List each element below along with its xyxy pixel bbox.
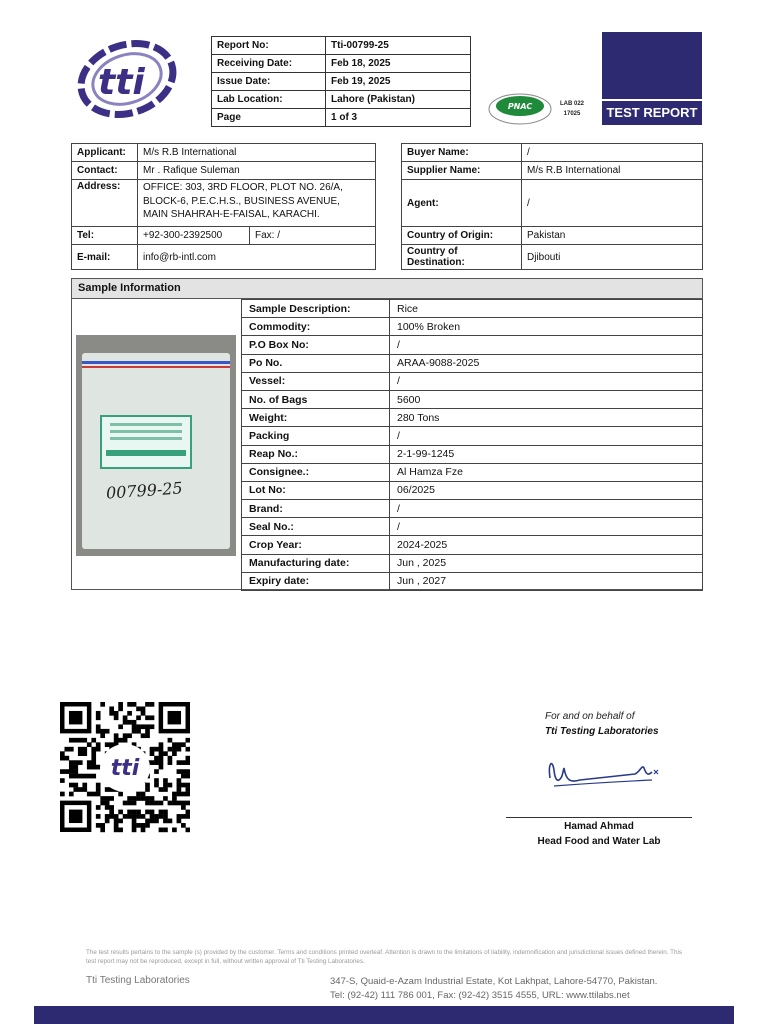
table-row: Expiry date: Jun , 2027	[242, 572, 703, 590]
table-row: Page 1 of 3	[212, 109, 471, 127]
table-row: Tel: +92-300-2392500 Fax: / Country of Origin: Pakistan	[72, 227, 703, 245]
report-meta-table	[211, 36, 471, 127]
address-cell: OFFICE: 303, 3RD FLOOR, PLOT NO. 26/A, BLOCK-6, P.E.C.H.S., BUSINESS AVENUE, MAIN SHAHRAH-E-FAISAL, KARACHI.	[138, 180, 376, 227]
table-row: Report No: Tti-00799-25	[212, 37, 471, 55]
table-row: Vessel: /	[242, 372, 703, 390]
table-row: Brand: /	[242, 500, 703, 518]
signature-line	[506, 817, 692, 818]
qr-code	[60, 702, 190, 834]
footer-address: 347-S, Quaid-e-Azam Industrial Estate, Kot Lakhpat, Lahore-54770, Pakistan. Tel: (92-42) 111 786 001, Fax: (92-42) 3515 4555, URL: www.ttilabs.net	[330, 976, 658, 1001]
signatory-name: Hamad Ahmad	[564, 821, 634, 832]
sample-info-table	[241, 299, 703, 591]
table-row: E-mail: info@rb-intl.com Country of Destination: Djibouti	[72, 245, 703, 270]
footer-lab-name: Tti Testing Laboratories	[86, 975, 190, 986]
footer-bar	[34, 1006, 734, 1024]
table-row: Applicant: M/s R.B International Buyer Name: /	[72, 144, 703, 162]
lab-name-signature: Tti Testing Laboratories	[545, 726, 659, 737]
table-row: Crop Year: 2024-2025	[242, 536, 703, 554]
table-row: Issue Date: Feb 19, 2025	[212, 73, 471, 91]
table-row: Lab Location: Lahore (Pakistan)	[212, 91, 471, 109]
table-row: Reap No.: 2-1-99-1245	[242, 445, 703, 463]
tti-logo	[74, 34, 180, 122]
signature-image	[540, 750, 670, 795]
pnac-text: PNAC	[507, 102, 533, 111]
test-report-label: TEST REPORT	[602, 99, 702, 125]
table-row: Manufacturing date: Jun , 2025	[242, 554, 703, 572]
table-row: Contact: Mr . Rafique Suleman Supplier Name: M/s R.B International	[72, 162, 703, 180]
footer-disclaimer: The test results pertains to the sample (s) provided by the customer. Terms and conditions printed overleaf. Attention is drawn to the limitations of liability, indemnification and jurisdictional issues defined therein. This test report may not be reproduced, except in full, without written approval of Tti Testing Laboratories.	[86, 949, 683, 965]
sample-info-header: Sample Information	[71, 278, 703, 299]
pnac-accreditation	[487, 91, 592, 127]
table-row: Lot No: 06/2025	[242, 481, 703, 499]
sample-photo-label: 00799-25	[105, 478, 184, 503]
table-row: Consignee.: Al Hamza Fze	[242, 463, 703, 481]
svg-text:LAB 022: LAB 022	[559, 101, 585, 107]
signatory-title: Head Food and Water Lab	[537, 836, 661, 847]
table-row: Packing /	[242, 427, 703, 445]
table-row: Sample Description: Rice	[242, 300, 703, 318]
svg-text:17025: 17025	[563, 111, 581, 117]
party-table	[71, 143, 703, 270]
sample-photo	[76, 335, 236, 556]
qr-logo-text: tti	[110, 755, 140, 781]
test-report-block	[602, 32, 702, 125]
table-row: No. of Bags 5600	[242, 390, 703, 408]
table-row: Weight: 280 Tons	[242, 409, 703, 427]
on-behalf-text: For and on behalf of	[545, 711, 635, 722]
table-row: Seal No.: /	[242, 518, 703, 536]
logo-text: tti	[98, 62, 145, 103]
table-row: Receiving Date: Feb 18, 2025	[212, 55, 471, 73]
table-row: Po No. ARAA-9088-2025	[242, 354, 703, 372]
table-row: P.O Box No: /	[242, 336, 703, 354]
table-row: Address: OFFICE: 303, 3RD FLOOR, PLOT NO. 26/A, BLOCK-6, P.E.C.H.S., BUSINESS AVENUE, MAIN SHAHRAH-E-FAISAL, KARACHI. Agent: /	[72, 180, 703, 227]
table-row: Commodity: 100% Broken	[242, 318, 703, 336]
qr-logo	[100, 744, 150, 792]
